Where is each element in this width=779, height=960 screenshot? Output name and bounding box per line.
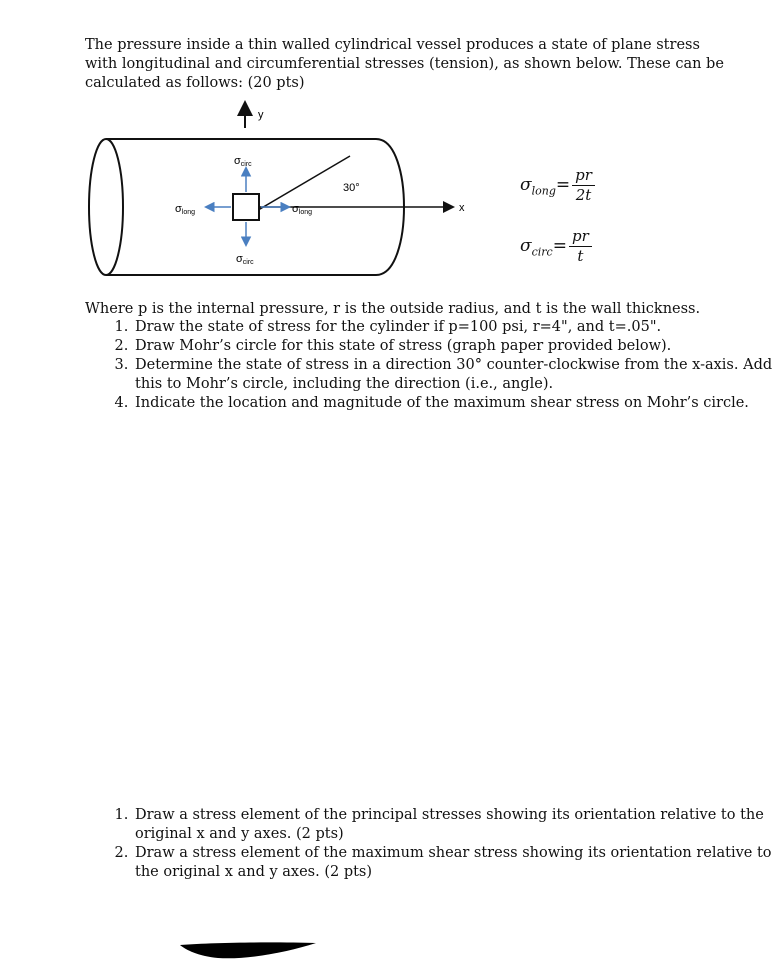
angle-label: 30° bbox=[343, 182, 360, 194]
task-item: 4. Indicate the location and magnitude of the maximum shear stress on Mohr’s circle. bbox=[133, 394, 779, 413]
sigma-long-left-label: σlong bbox=[175, 203, 196, 216]
cylinder-stress-diagram bbox=[80, 96, 500, 288]
sigma-circ-bottom-label: σcirc bbox=[236, 253, 254, 266]
where-paragraph: Where p is the internal pressure, r is the outside radius, and t is the wall thickness. bbox=[85, 301, 701, 317]
subtask-item: 1. Draw a stress element of the principal stresses showing its orientation relative to the original x and y axes. (2 pts) bbox=[133, 806, 779, 844]
intro-paragraph: The pressure inside a thin walled cylindrical vessel produces a state of plane stress with longitudinal and circumferential stresses (tension), as shown below. These can be calculated as follows: (20 pts) bbox=[85, 37, 724, 91]
subtask-item: 2. Draw a stress element of the maximum shear stress showing its orientation relative to the original x and y axes. (2 pts) bbox=[133, 844, 779, 882]
ink-mark bbox=[178, 940, 318, 960]
formula-sigma-long: $\sigma_{long}=$ $\frac{pr}{2t}$ bbox=[520, 166, 595, 205]
formula-circ-numerator: pr bbox=[569, 227, 592, 247]
task-item: 3. Determine the state of stress in a direction 30° counter-clockwise from the x-axis. Add this to Mohr’s circle, including the direction (i.e., angle). bbox=[133, 356, 779, 394]
task-item: 2. Draw Mohr’s circle for this state of stress (graph paper provided below). bbox=[133, 337, 779, 356]
formula-sigma-circ: $\sigma_{circ}=$ $\frac{pr}{t}$ bbox=[520, 227, 592, 266]
stress-element bbox=[233, 194, 259, 220]
task-list bbox=[85, 318, 779, 413]
x-axis-label: x bbox=[459, 202, 465, 214]
y-axis-label: y bbox=[258, 109, 264, 121]
formula-long-denominator: 2t bbox=[575, 186, 592, 204]
subtask-list bbox=[85, 806, 779, 882]
formula-long-numerator: pr bbox=[572, 166, 595, 186]
task-item: 1. Draw the state of stress for the cylinder if p=100 psi, r=4", and t=.05". bbox=[133, 318, 779, 337]
sigma-circ-top-label: σcirc bbox=[234, 155, 252, 168]
formula-circ-denominator: t bbox=[577, 247, 584, 265]
sigma-long-right-label: σlong bbox=[292, 203, 313, 216]
